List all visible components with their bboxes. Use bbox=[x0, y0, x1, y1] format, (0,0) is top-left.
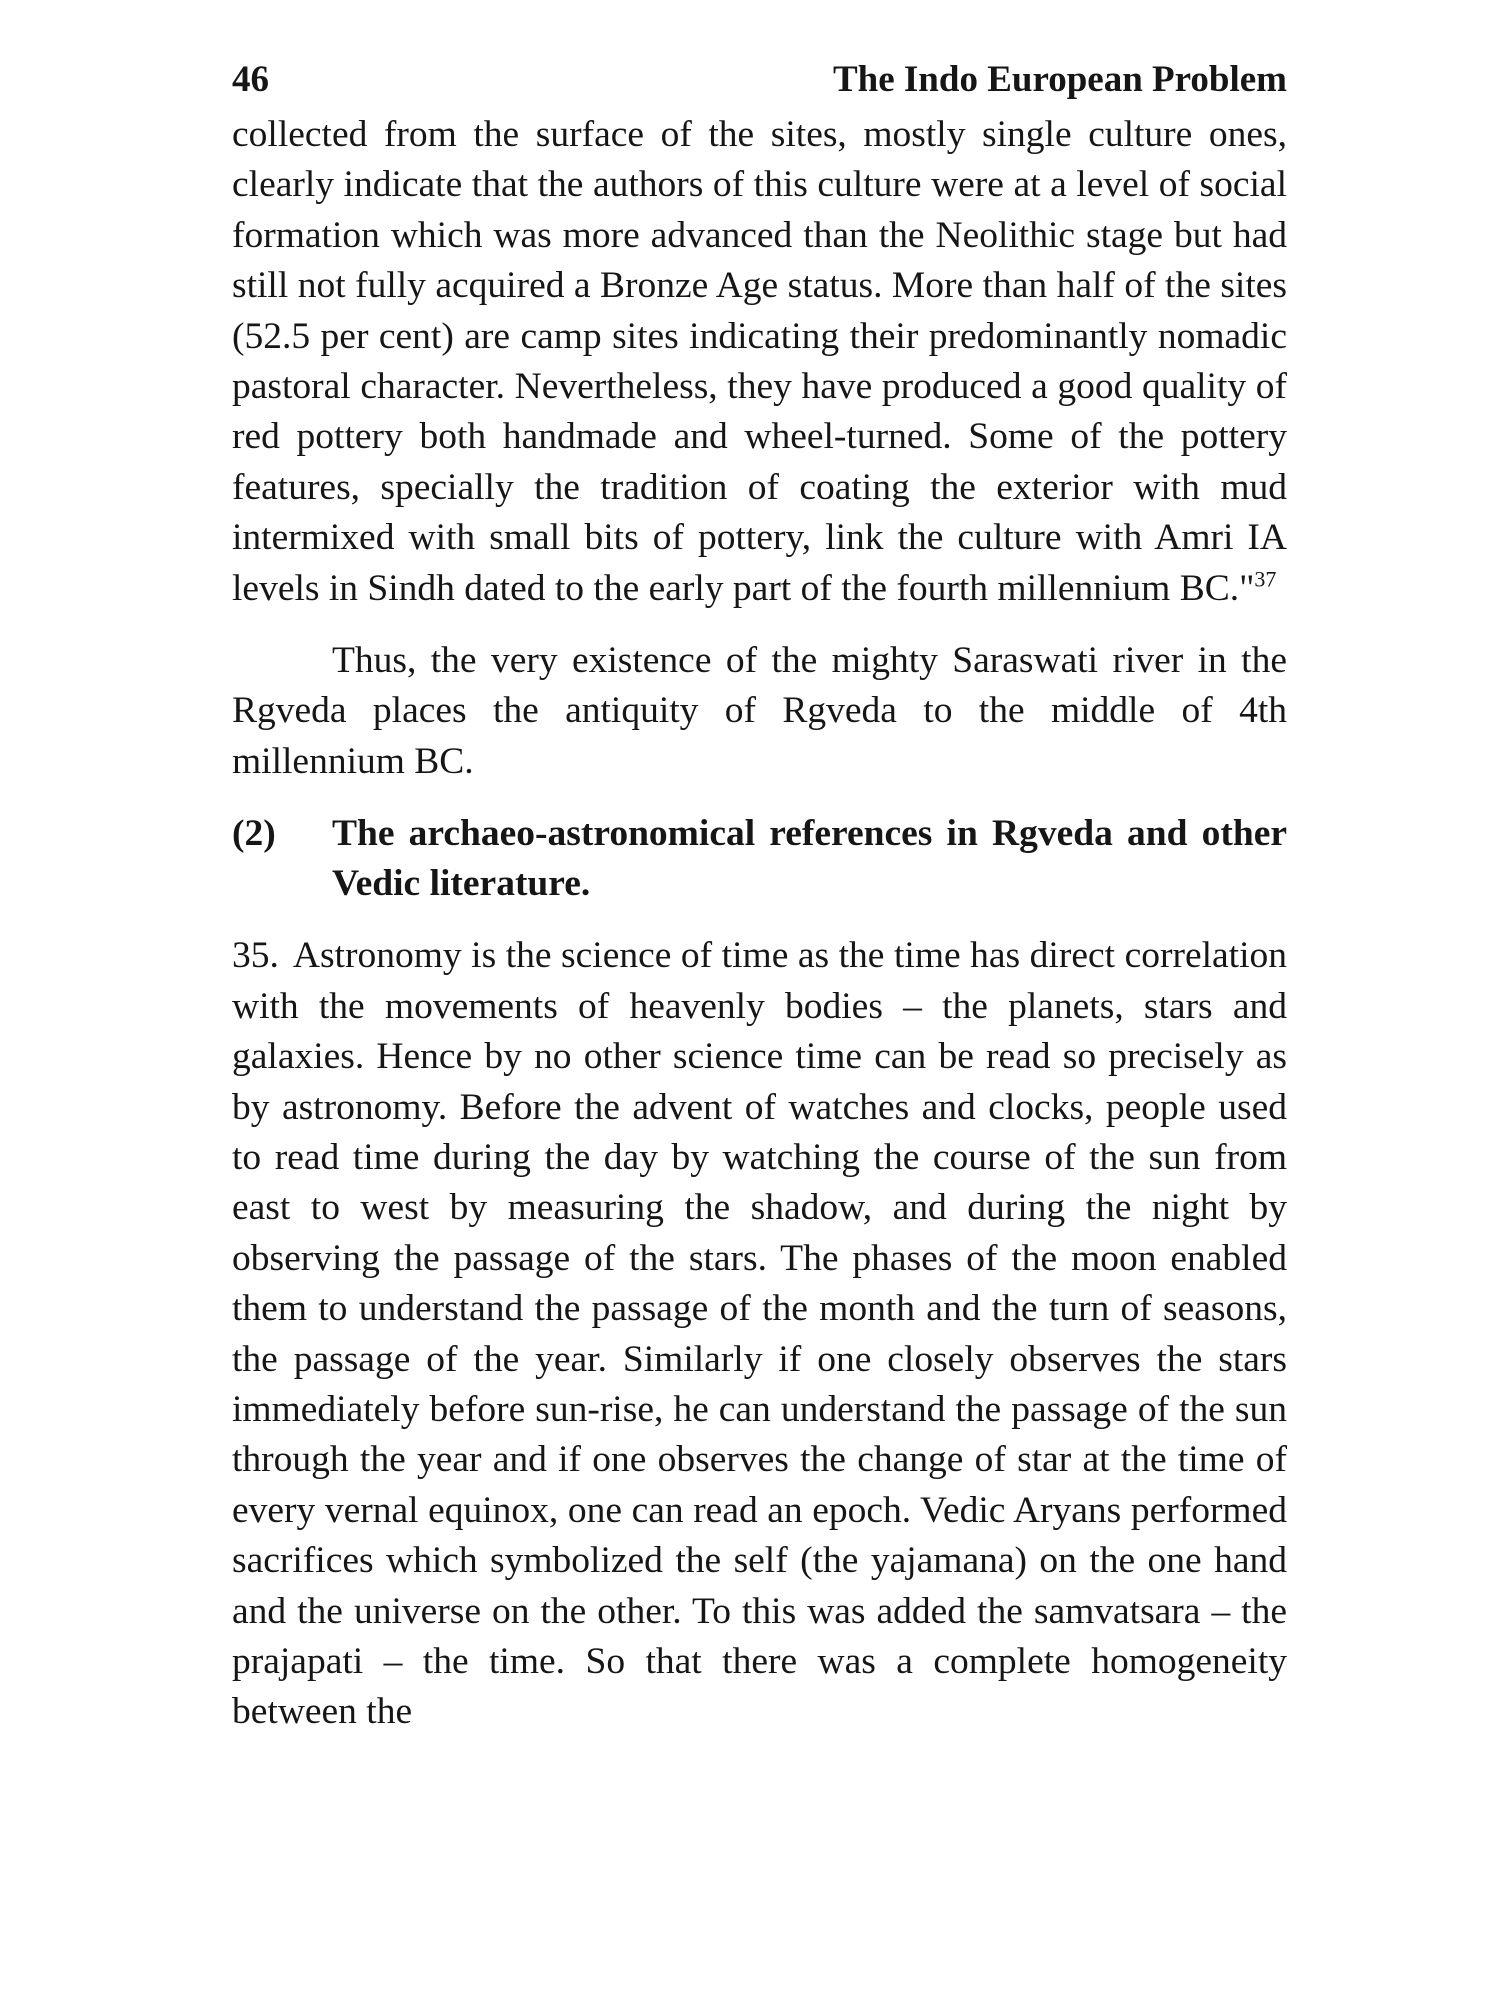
footnote-ref: 37 bbox=[1254, 566, 1277, 592]
page-number: 46 bbox=[232, 59, 269, 100]
paragraph-number: 35. bbox=[232, 935, 279, 977]
paragraph-35 bbox=[232, 931, 1287, 1738]
book-page bbox=[232, 55, 1287, 1738]
running-head bbox=[232, 55, 1287, 110]
paragraph-continued-text: collected from the surface of the sites, mostly single culture ones, clearly indicate that the authors of this culture were at a level of social formation which was more advanced than the Neolithic stage but had still not fully acquired a Bronze Age status. More than half of the sites (52.5 per cent) are camp sites indicating their predominantly nomadic pastoral character. Nevertheless, they have produced a good quality of red pottery both handmade and wheel-turned. Some of the pottery features, specially the tradition of coating the exterior with mud intermixed with small bits of pottery, link the culture with Amri IA levels in Sindh dated to the early part of the fourth millennium BC." bbox=[232, 114, 1287, 609]
book-title: The Indo European Problem bbox=[832, 59, 1287, 100]
section-title: The archaeo-astronomical references in Rgveda and other Vedic literature. bbox=[332, 813, 1287, 905]
paragraph-saraswati bbox=[232, 636, 1287, 787]
section-heading bbox=[232, 809, 1287, 909]
paragraph-saraswati-text: Thus, the very existence of the mighty Saraswati river in the Rgveda places the antiquity of Rgveda to the middle of 4th millennium BC. bbox=[232, 640, 1287, 782]
paragraph-35-text: Astronomy is the science of time as the time has direct correlation with the movements of heavenly bodies – the planets, stars and galaxies. Hence by no other science time can be read so precisely as by astronomy. Before the advent of watches and clocks, people used to read time during the day by watching the course of the sun from east to west by measuring the shadow, and during the night by observing the passage of the stars. The phases of the moon enabled them to understand the passage of the month and the turn of seasons, the passage of the year. Similarly if one closely observes the stars immediately before sun-rise, he can understand the passage of the sun through the year and if one observes the change of star at the time of every vernal equinox, one can read an epoch. Vedic Aryans performed sacrifices which symbolized the self (the yajamana) on the one hand and the universe on the other. To this was added the samvatsara – the prajapati – the time. So that there was a complete homogeneity between the bbox=[232, 935, 1287, 1733]
section-number: (2) bbox=[232, 813, 276, 855]
paragraph-continued bbox=[232, 110, 1287, 614]
